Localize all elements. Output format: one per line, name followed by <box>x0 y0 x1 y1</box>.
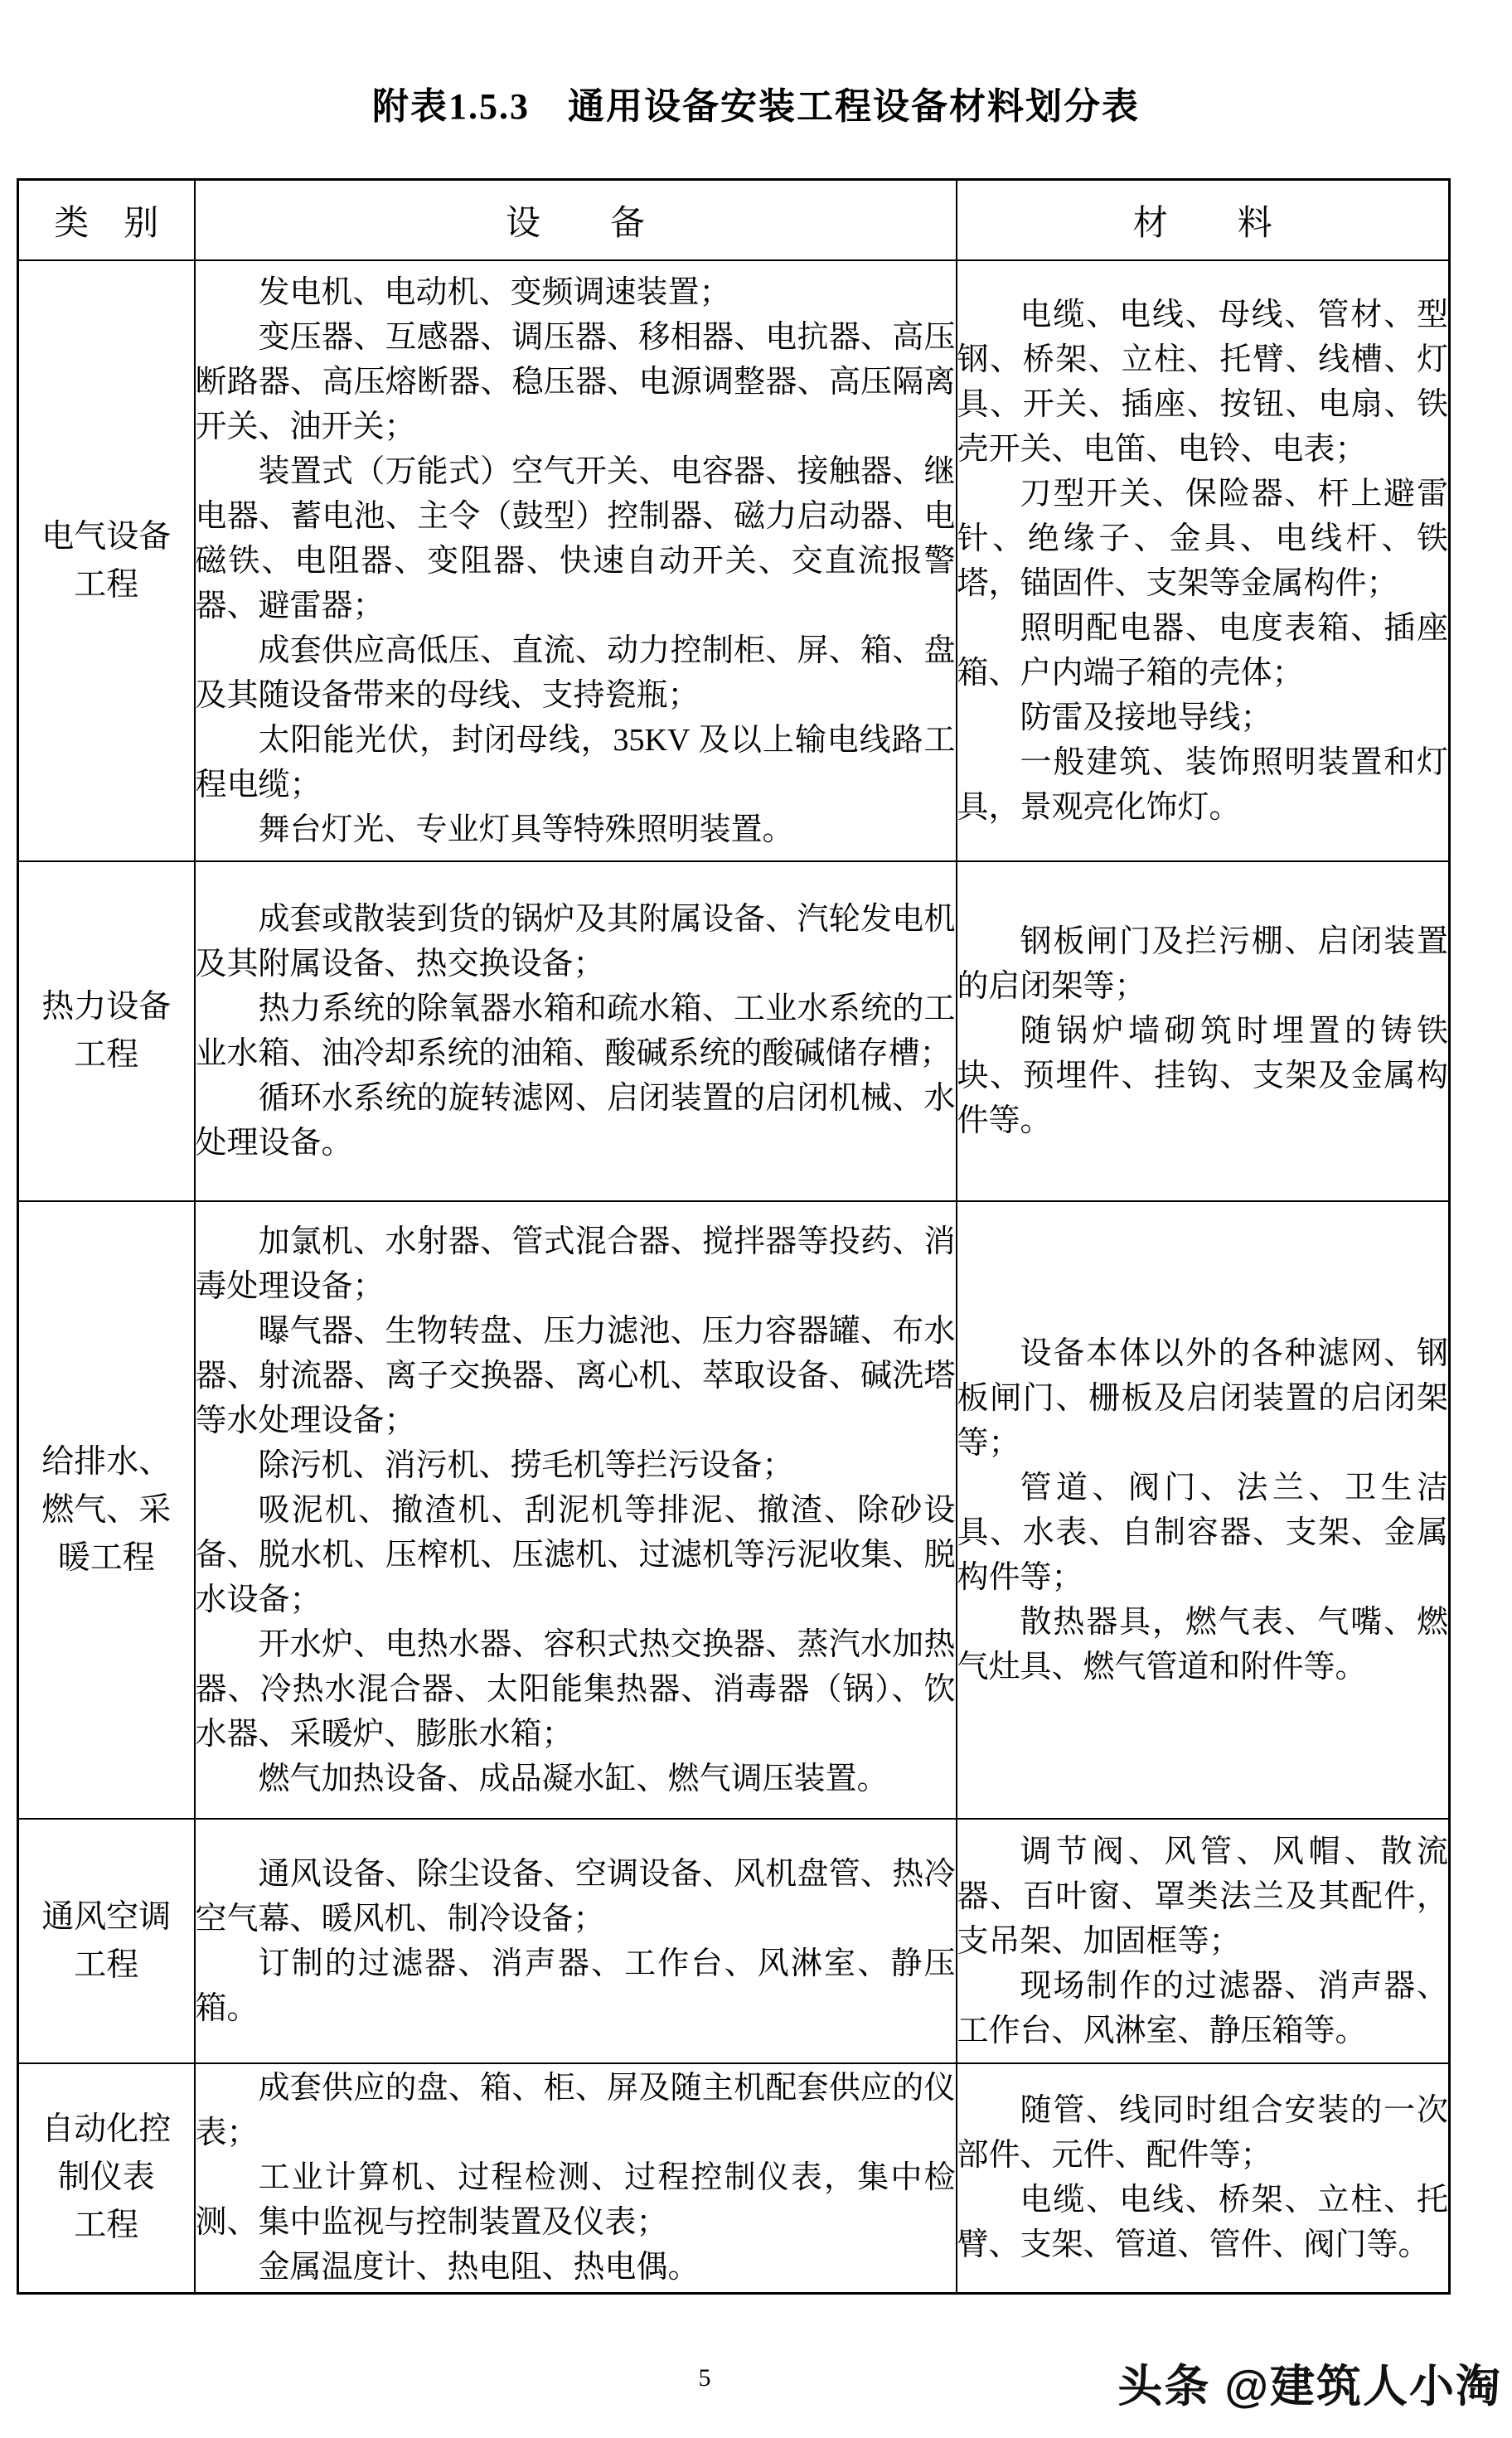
table-row <box>18 861 1450 1201</box>
table-container <box>17 178 1448 2295</box>
table-row <box>18 1201 1450 1819</box>
header-cell-material: 材 料 <box>957 180 1450 261</box>
header-cell-equipment: 设 备 <box>195 180 957 261</box>
equipment-cell: 通风设备、除尘设备、空调设备、风机盘管、热冷空气幕、暖风机、制冷设备； 订制的过滤器、消声器、工作台、风淋室、静压箱。 <box>195 1819 957 2063</box>
category-cell: 通风空调 工程 <box>18 1819 195 2063</box>
materials-cell: 电缆、电线、母线、管材、型钢、桥架、立柱、托臂、线槽、灯具、开关、插座、按钮、电扇、铁壳开关、电笛、电铃、电表； 刀型开关、保险器、杆上避雷针、绝缘子、金具、电线杆、铁塔，锚固件、支架等金属构件； 照明配电器、电度表箱、插座箱、户内端子箱的壳体； 防雷及接地导线； 一般建筑、装饰照明装置和灯具，景观亮化饰灯。 <box>957 260 1450 861</box>
page-title: 附表1.5.3 通用设备安装工程设备材料划分表 <box>372 86 1140 127</box>
materials-cell: 随管、线同时组合安装的一次部件、元件、配件等； 电缆、电线、桥架、立柱、托臂、支架、管道、管件、阀门等。 <box>957 2063 1450 2293</box>
equipment-cell: 加氯机、水射器、管式混合器、搅拌器等投药、消毒处理设备； 曝气器、生物转盘、压力滤池、压力容器罐、布水器、射流器、离子交换器、离心机、萃取设备、碱洗塔等水处理设备； 除污机、消污机、捞毛机等拦污设备； 吸泥机、撤渣机、刮泥机等排泥、撤渣、除砂设备、脱水机、压榨机、压滤机、过滤机等污泥收集、脱水设备； 开水炉、电热水器、容积式热交换器、蒸汽水加热器、冷热水混合器、太阳能集热器、消毒器（锅）、饮水器、采暖炉、膨胀水箱； 燃气加热设备、成品凝水缸、燃气调压装置。 <box>195 1201 957 1819</box>
materials-cell: 钢板闸门及拦污棚、启闭装置的启闭架等； 随锅炉墙砌筑时埋置的铸铁块、预埋件、挂钩、支架及金属构件等。 <box>957 861 1450 1201</box>
header-cell-category: 类 别 <box>18 180 195 261</box>
equipment-cell: 发电机、电动机、变频调速装置； 变压器、互感器、调压器、移相器、电抗器、高压断路器、高压熔断器、稳压器、电源调整器、高压隔离开关、油开关； 装置式（万能式）空气开关、电容器、接触器、继电器、蓄电池、主令（鼓型）控制器、磁力启动器、电磁铁、电阻器、变阻器、快速自动开关、交直流报警器、避雷器； 成套供应高低压、直流、动力控制柜、屏、箱、盘及其随设备带来的母线、支持瓷瓶； 太阳能光伏，封闭母线，35KV 及以上输电线路工程电缆； 舞台灯光、专业灯具等特殊照明装置。 <box>195 260 957 861</box>
category-cell: 自动化控 制仪表 工程 <box>18 2063 195 2293</box>
equipment-cell: 成套供应的盘、箱、柜、屏及随主机配套供应的仪表； 工业计算机、过程检测、过程控制仪表，集中检测、集中监视与控制装置及仪表； 金属温度计、热电阻、热电偶。 <box>195 2063 957 2293</box>
table-row <box>18 1819 1450 2063</box>
watermark: 头条 @建筑人小淘 <box>1117 2362 1502 2411</box>
equipment-material-table <box>17 178 1451 2295</box>
materials-cell: 设备本体以外的各种滤网、钢板闸门、栅板及启闭装置的启闭架等； 管道、阀门、法兰、卫生洁具、水表、自制容器、支架、金属构件等； 散热器具，燃气表、气嘴、燃气灶具、燃气管道和附件等。 <box>957 1201 1450 1819</box>
page-number: 5 <box>698 2364 711 2392</box>
category-cell: 热力设备 工程 <box>18 861 195 1201</box>
equipment-cell: 成套或散装到货的锅炉及其附属设备、汽轮发电机及其附属设备、热交换设备； 热力系统的除氧器水箱和疏水箱、工业水系统的工业水箱、油冷却系统的油箱、酸碱系统的酸碱储存槽； 循环水系统的旋转滤网、启闭装置的启闭机械、水处理设备。 <box>195 861 957 1201</box>
category-cell: 给排水、 燃气、采 暖工程 <box>18 1201 195 1819</box>
header-row <box>18 180 1450 261</box>
category-cell: 电气设备 工程 <box>18 260 195 861</box>
materials-cell: 调节阀、风管、风帽、散流器、百叶窗、罩类法兰及其配件，支吊架、加固框等； 现场制作的过滤器、消声器、工作台、风淋室、静压箱等。 <box>957 1819 1450 2063</box>
table-row <box>18 260 1450 861</box>
table-row <box>18 2063 1450 2293</box>
